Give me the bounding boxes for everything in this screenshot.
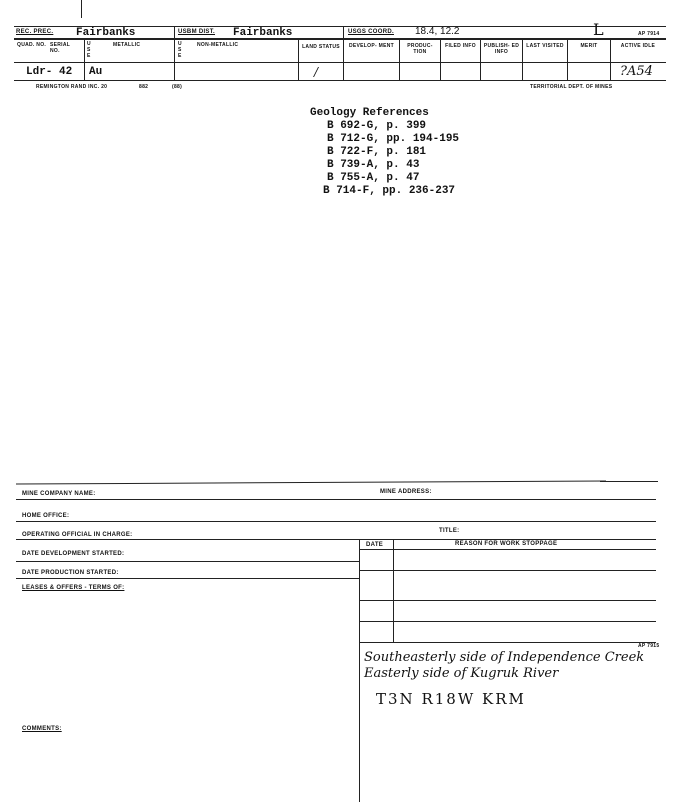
divider [343, 27, 344, 81]
rec-prec-value: Fairbanks [76, 27, 136, 39]
usbm-dist-value: Fairbanks [233, 27, 293, 39]
metallic-use-value: Au [89, 66, 103, 78]
metallic-label: METALLIC [113, 42, 141, 48]
form-number: AP 7914 [638, 31, 660, 37]
territorial-dept: TERRITORIAL DEPT. OF MINES [530, 84, 613, 90]
divider [399, 40, 400, 81]
reference-item: B 692-G, p. 399 [327, 120, 427, 132]
divider [359, 642, 656, 643]
handwritten-location-1: Southeasterly side of Independence Creek [364, 650, 645, 665]
merit-label: MERIT [580, 43, 598, 49]
serial-label: SERIAL NO. [50, 42, 71, 54]
use-letters-metallic: U S E [87, 41, 91, 59]
divider [359, 549, 656, 550]
published-info-label: PUBLISH- ED INFO [483, 43, 520, 55]
printer-code: 882 [139, 84, 149, 90]
production-label: PRODUC- TION [407, 43, 433, 55]
corner-letter: L [593, 20, 604, 39]
top-tick [81, 0, 82, 18]
bottom-form-number: AP 7915 [638, 643, 660, 649]
active-idle-label: ACTIVE IDLE [620, 43, 656, 49]
reference-item: B 722-F, p. 181 [327, 146, 427, 158]
operating-official-label: OPERATING OFFICIAL IN CHARGE: [22, 532, 133, 538]
divider [359, 600, 656, 601]
active-idle-value: ?A54 [620, 64, 653, 79]
divider [359, 621, 656, 622]
divider [567, 40, 568, 81]
date-development-label: DATE DEVELOPMENT STARTED: [22, 551, 125, 557]
comments-label: COMMENTS: [22, 726, 62, 732]
printer-imprint: REMINGTON RAND INC. 20 [36, 84, 108, 90]
usbm-dist-label: USBM DIST. [178, 29, 216, 35]
reference-item: B 739-A, p. 43 [327, 159, 420, 171]
mine-company-name-label: MINE COMPANY NAME: [22, 491, 96, 497]
divider [522, 40, 523, 81]
divider [84, 40, 85, 81]
use-letters-nonmetallic: U S E [178, 41, 182, 59]
bottom-card-top-rule [16, 480, 606, 484]
divider [610, 40, 611, 81]
mine-address-label: MINE ADDRESS: [380, 489, 432, 495]
divider [16, 561, 359, 562]
divider [16, 499, 656, 500]
handwritten-location-2: Easterly side of Kugruk River [364, 666, 559, 681]
reference-item: B 755-A, p. 47 [327, 172, 420, 184]
title-label: TITLE: [439, 528, 460, 534]
last-visited-label: LAST VISITED [526, 43, 564, 49]
date-production-label: DATE PRODUCTION STARTED: [22, 570, 119, 576]
usgs-coord-value: 18.4, 12.2 [415, 26, 460, 37]
divider [16, 578, 359, 579]
divider [480, 40, 481, 81]
geology-references-title: Geology References [310, 107, 429, 119]
land-status-label: LAND STATUS [302, 44, 340, 50]
rec-prec-label: REC. PREC. [16, 29, 54, 35]
date-column-label: DATE [366, 542, 384, 548]
divider [298, 40, 299, 81]
divider [16, 539, 656, 540]
divider [393, 540, 394, 642]
divider [440, 40, 441, 81]
leases-offers-label: LEASES & OFFERS - TERMS OF: [22, 585, 125, 591]
reason-stoppage-label: REASON FOR WORK STOPPAGE [455, 541, 558, 547]
quad-serial-value: Ldr- 42 [26, 66, 73, 78]
filed-info-label: FILED INFO [445, 43, 476, 49]
land-status-value: / [314, 65, 319, 79]
divider [16, 521, 656, 522]
reference-item: B 714-F, pp. 236-237 [323, 185, 456, 197]
usgs-coord-label: USGS COORD. [348, 29, 394, 35]
divider [600, 481, 658, 482]
home-office-label: HOME OFFICE: [22, 513, 70, 519]
handwritten-township: T3N R18W KRM [376, 690, 526, 708]
card-mid-rule [14, 62, 666, 63]
nonmetallic-label: NON-METALLIC [197, 42, 239, 48]
quad-label: QUAD. NO. [17, 42, 47, 48]
divider [174, 27, 175, 81]
divider [359, 540, 360, 802]
printer-code-2: (88) [172, 84, 183, 90]
development-label: DEVELOP- MENT [348, 43, 394, 49]
card-bottom-rule [14, 80, 666, 81]
reference-item: B 712-G, pp. 194-195 [327, 133, 460, 145]
divider [359, 570, 656, 571]
